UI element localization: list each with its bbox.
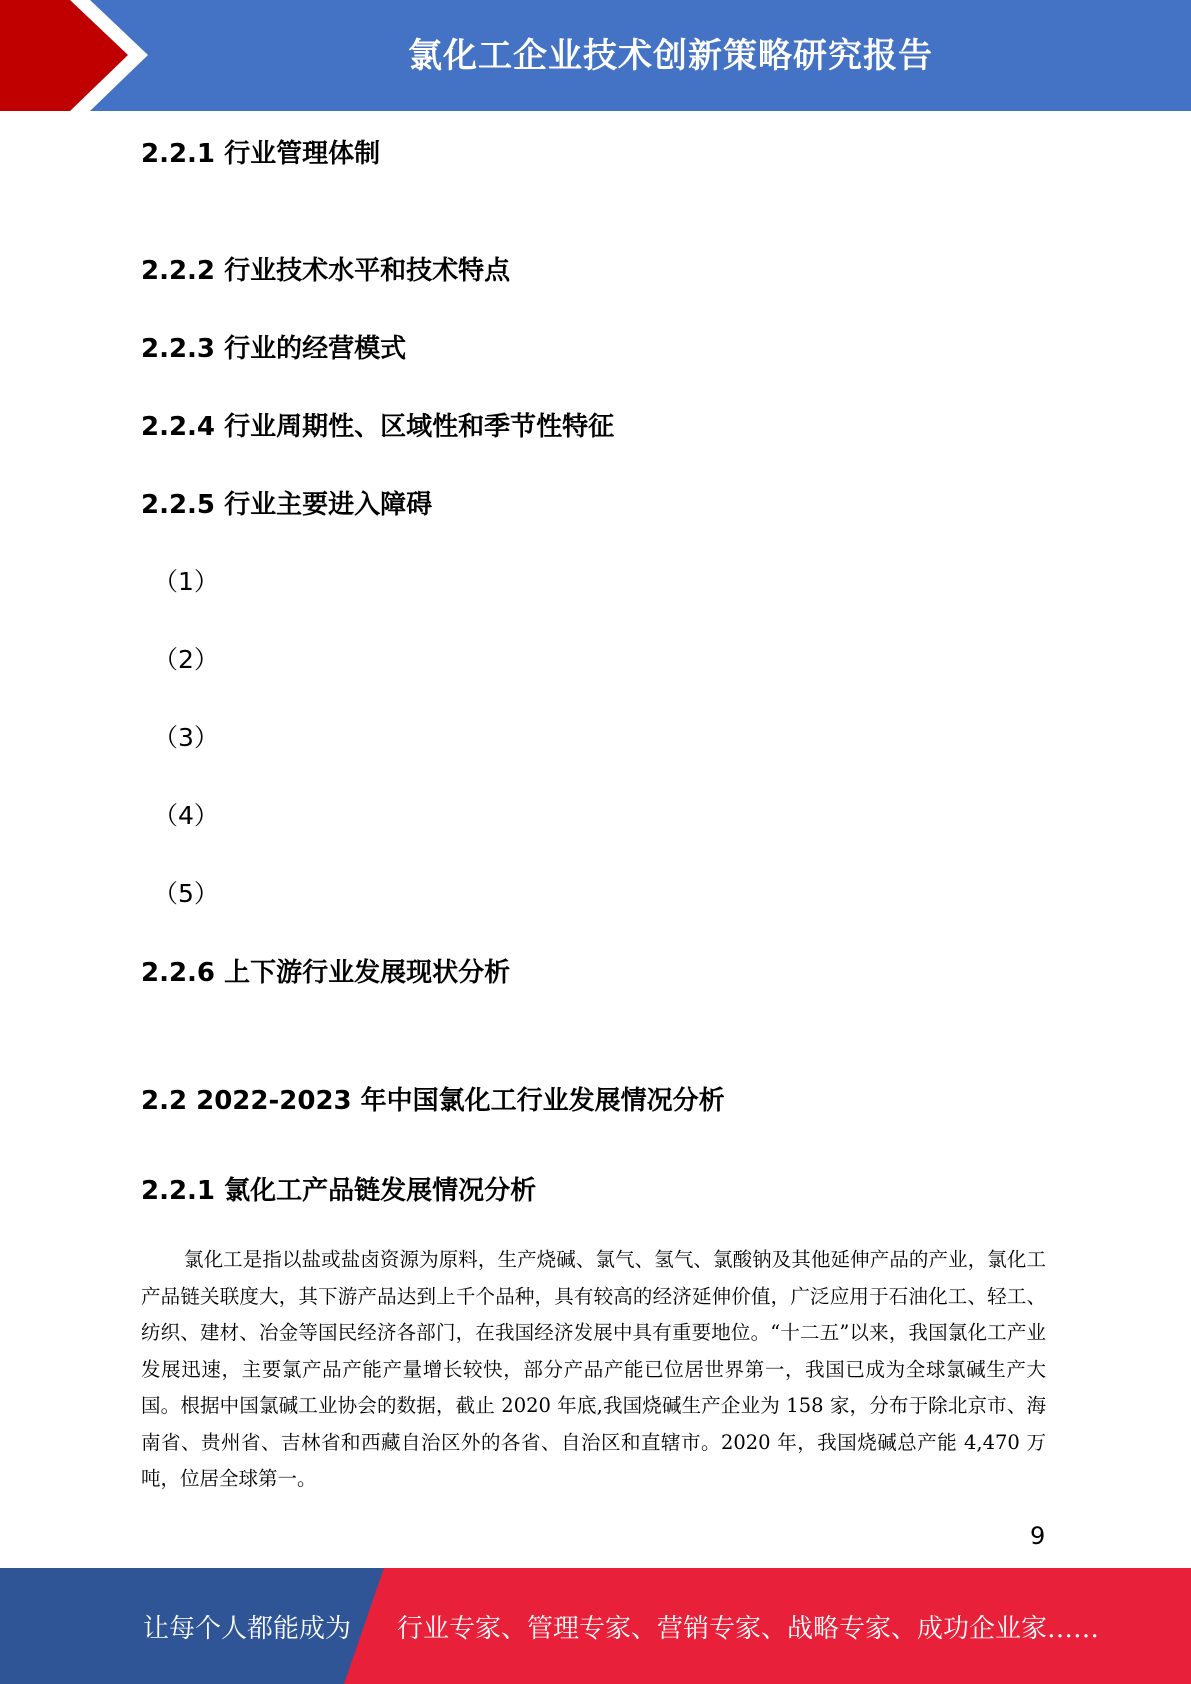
section-heading-2-2-3: 2.2.3 行业的经营模式 bbox=[141, 334, 407, 364]
section-heading-2-2-6: 2.2.6 上下游行业发展现状分析 bbox=[141, 958, 511, 988]
page-number: 9 bbox=[1030, 1522, 1046, 1550]
footer-slogan-left: 让每个人都能成为 bbox=[143, 1614, 352, 1644]
report-title: 氯化工企业技术创新策略研究报告 bbox=[408, 36, 933, 76]
section-heading-2-2-2: 2.2.2 行业技术水平和技术特点 bbox=[141, 256, 511, 286]
section-heading-2-2-1-product-chain: 2.2.1 氯化工产品链发展情况分析 bbox=[141, 1176, 537, 1206]
list-item: （3） bbox=[153, 723, 219, 752]
page-footer bbox=[0, 1568, 1191, 1684]
page-header bbox=[0, 0, 1191, 111]
section-heading-2-2-5: 2.2.5 行业主要进入障碍 bbox=[141, 490, 433, 520]
section-heading-2-2-4: 2.2.4 行业周期性、区域性和季节性特征 bbox=[141, 412, 615, 442]
list-item: （2） bbox=[153, 645, 219, 674]
section-heading-2-2: 2.2 2022-2023 年中国氯化工行业发展情况分析 bbox=[141, 1086, 725, 1116]
footer-slogan-right: 行业专家、管理专家、营销专家、战略专家、成功企业家…… bbox=[397, 1614, 1100, 1644]
list-item: （5） bbox=[153, 879, 219, 908]
list-item: （1） bbox=[153, 567, 219, 596]
list-item: （4） bbox=[153, 801, 219, 830]
header-arrow-icon bbox=[0, 0, 150, 111]
body-paragraph: 氯化工是指以盐或盐卤资源为原料，生产烧碱、氯气、氢气、氯酸钠及其他延伸产品的产业，氯化工产品链关联度大，其下游产品达到上千个品种，具有较高的经济延伸价值，广泛应用于石油化工、轻工、纺织、建材、冶金等国民经济各部门，在我国经济发展中具有重要地位。“十二五”以来，我国氯化工产业发展迅速，主要氯产品产能产量增长较快，部分产品产能已位居世界第一，我国已成为全球氯碱生产大国。根据中国氯碱工业协会的数据，截止 2020 年底,我国烧碱生产企业为 158 家，分布于除北京市、海南省、贵州省、吉林省和西藏自治区外的各省、自治区和直辖市。2020 年，我国烧碱总产能 4,470 万吨，位居全球第一。 bbox=[141, 1248, 1046, 1490]
section-heading-2-2-1: 2.2.1 行业管理体制 bbox=[141, 139, 381, 169]
